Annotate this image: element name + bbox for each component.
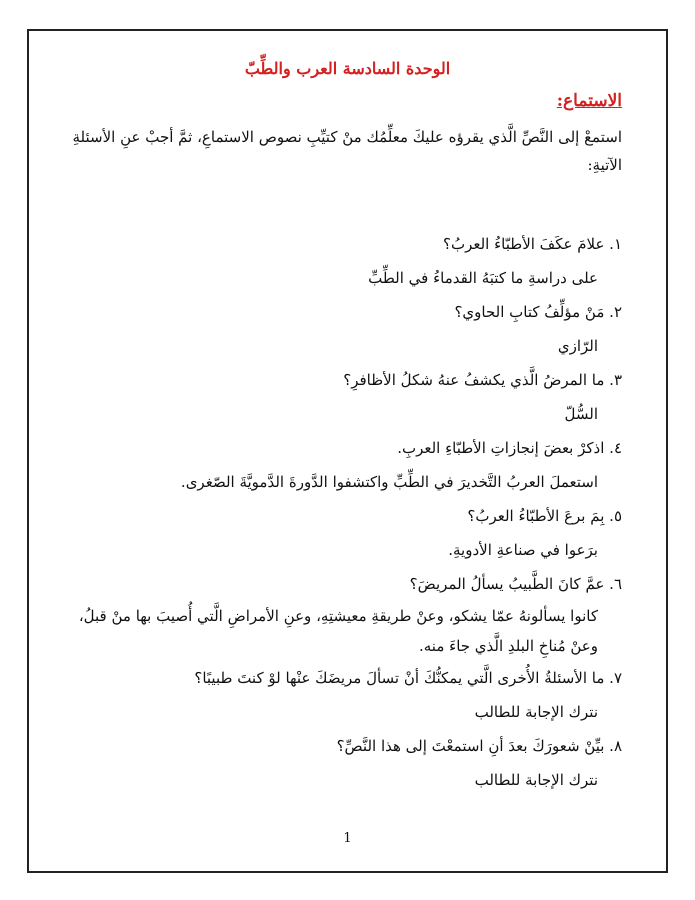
question-7: ٧. ما الأسئلةُ الأُخرى الَّتي يمكنُّكَ أنْ تسألَ مريضَكَ عنْها لوْ كنتَ طبيبًا؟ — [194, 669, 622, 687]
answer-5: برَعوا في صناعةِ الأدويةِ. — [448, 541, 598, 559]
qa-item-5 — [54, 499, 622, 567]
qa-list — [54, 227, 622, 797]
page-border — [27, 29, 668, 873]
question-3: ٣. ما المرضُ الَّذي يكشفُ عنهُ شكلُ الأظافرِ؟ — [343, 371, 622, 389]
qa-item-8 — [54, 729, 622, 797]
answer-8: نترك الإجابة للطالب — [474, 771, 598, 789]
question-2: ٢. مَنْ مؤلِّفُ كتابِ الحاوي؟ — [454, 303, 622, 321]
question-4: ٤. اذكرْ بعضَ إنجازاتِ الأطبّاءِ العربِ. — [397, 439, 622, 457]
question-5: ٥. بِمَ برعَ الأطبّاءُ العربُ؟ — [467, 507, 622, 525]
answer-6: كانوا يسألونهُ عمّا يشكو، وعنْ طريقةِ معيشتِهِ، وعنِ الأمراضِ الَّتي أُصيبَ بها منْ قبلُ، وعنْ مُناخِ البلدِ الَّذي جاءَ منه. — [78, 607, 598, 655]
question-6: ٦. عمَّ كانَ الطَّبيبُ يسألُ المريضَ؟ — [409, 575, 622, 593]
qa-item-3 — [54, 363, 622, 431]
qa-item-2 — [54, 295, 622, 363]
answer-2: الرّازي — [557, 337, 598, 355]
page-content — [29, 31, 666, 871]
answer-3: السُّلّ — [564, 405, 598, 423]
answer-1: على دراسةِ ما كتبَهُ القدماءُ في الطِّبِّ — [368, 269, 598, 287]
page-number: 1 — [343, 831, 352, 846]
answer-7: نترك الإجابة للطالب — [474, 703, 598, 721]
section-heading: الاستماع: — [556, 91, 622, 111]
instructions: استمعْ إلى النَّصِّ الَّذي يقرؤه عليكَ معلِّمُك منْ كتيِّبِ نصوص الاستماعِ، ثمَّ أجبْ عنِ الأسئلةِ الآتيةِ: — [72, 128, 622, 174]
qa-item-4 — [54, 431, 622, 499]
question-8: ٨. بيِّنْ شعورَكَ بعدَ أنِ استمعْتَ إلى هذا النَّصِّ؟ — [336, 737, 622, 755]
question-1: ١. علامَ عكَفَ الأطبّاءُ العربُ؟ — [443, 235, 622, 253]
unit-title: الوحدة السادسة العرب والطِّبّ — [244, 59, 451, 78]
qa-item-6 — [54, 567, 622, 661]
answer-4: استعملَ العربُ التَّخديرَ في الطِّبِّ واكتشفوا الدَّورةَ الدَّمويَّةَ الصّغرى. — [180, 473, 598, 491]
qa-item-1 — [54, 227, 622, 295]
qa-item-7 — [54, 661, 622, 729]
